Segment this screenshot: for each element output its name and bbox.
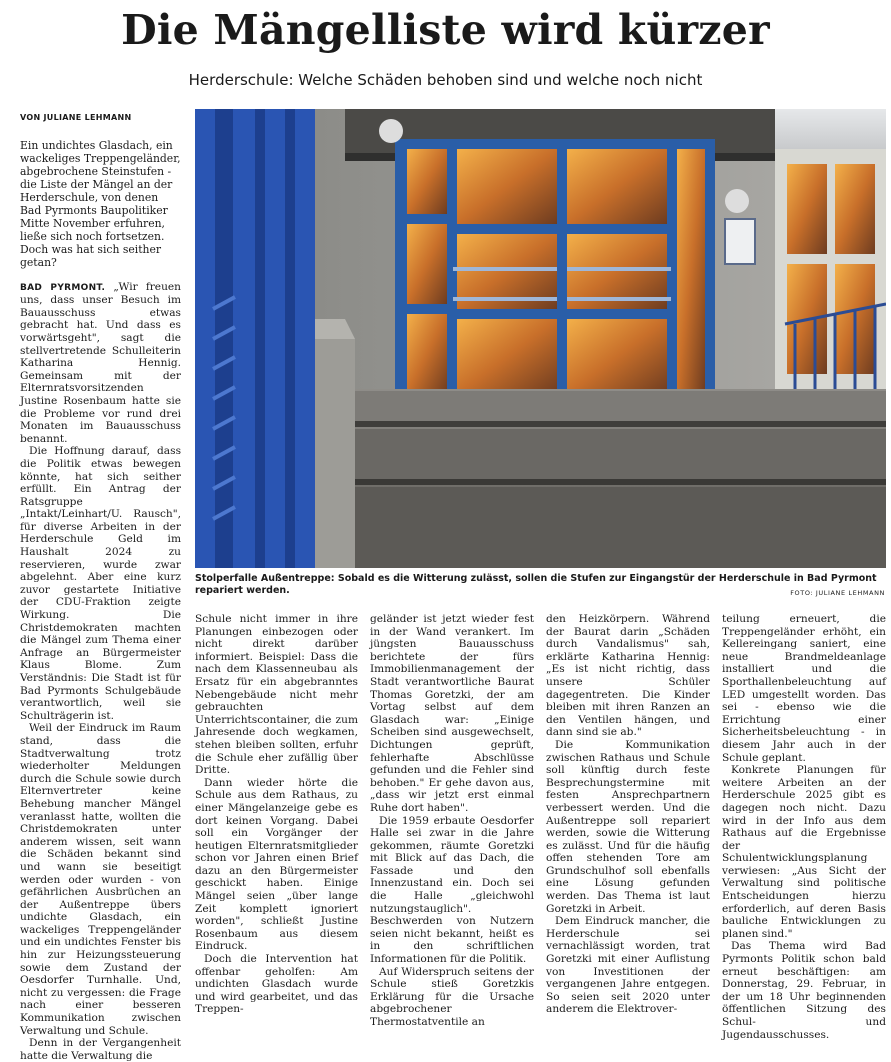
- subheadline: Herderschule: Welche Schäden behoben sind und welche noch nicht: [188, 71, 703, 89]
- dateline: BAD PYRMONT.: [20, 282, 106, 293]
- article-intro: Ein undichtes Glasdach, ein wackeliges Treppengeländer, abgebrochene Steinstufen - die Liste der Mängel an der Herderschule, von denen Bad Pyrmonts Baupolitiker Mitte November erfuhren, ließe sich noch fortsetzen. Doch was hat sich seither getan?: [20, 138, 181, 269]
- school-entrance-illustration: [195, 109, 886, 568]
- article-column-2: [195, 613, 358, 1016]
- paragraph: Dann wieder hörte die Schule aus dem Rathaus, zu einer Mängelanzeige gebe es dort keinen Vorgang. Dabei soll ein Vorgänger der heutigen Elternratsmitglieder schon vor Jahren einen Brief dazu an den Bürgermeister geschickt haben. Einige Mängel seien „über lange Zeit komplett ignoriert worden", schließt Justine Rosenbaum aus diesem Eindruck.: [195, 776, 358, 953]
- paragraph: Das Thema wird Bad Pyrmonts Politik schon bald erneut beschäftigen: am Donnerstag, 29. Februar, in der um 18 Uhr beginnenden öffentlichen Sitzung des Schul- und Jugendausschusses.: [722, 940, 886, 1041]
- photo-credit: FOTO: JULIANE LEHMANN: [790, 589, 885, 597]
- paragraph: Die Kommunikation zwischen Rathaus und Schule soll künftig durch feste Besprechungstermine mit festen Ansprechpartnern verbessert werden. Und die Außentreppe soll repariert werden, sowie die Witterung es zulässt. Und für die häufig offen stehenden Tore am Grundschulhof soll ebenfalls eine Lösung gefunden werden. Das Thema ist laut Goretzki in Arbeit.: [546, 738, 710, 915]
- paragraph: Konkrete Planungen für weitere Arbeiten an der Herderschule 2025 gibt es dagegen noch nicht. Dazu wird in der Info aus dem Rathaus auf die Ergebnisse der Schulentwicklungsplanung verwiesen: „Aus Sicht der Verwaltung sind politische Entscheidungen hierzu erforderlich, auf deren Basis bauliche Entwicklungen zu planen sind.": [722, 764, 886, 940]
- photo-caption: Stolperfalle Außentreppe: Sobald es die Witterung zulässt, sollen die Stufen zur Eingangstür der Herderschule in Bad Pyrmont repariert werden.: [195, 573, 877, 596]
- paragraph: Schule nicht immer in ihre Planungen einbezogen oder nicht direkt darüber informiert. Beispiel: Dass die nach dem Klassenneubau als Ersatz für ein abgebranntes Nebengebäude nicht mehr gebrauchten Unterrichtscontainer, die zum Jahresende doch wegkamen, stehen bleiben sollten, erfuhr die Schule eher zufällig über Dritte.: [195, 613, 358, 777]
- article-column-3: [370, 613, 534, 1029]
- article-column-1: [20, 112, 181, 1062]
- paragraph: teilung erneuert, die Treppengeländer erhöht, ein Kellereingang saniert, eine neue Brandmeldeanlage installiert und die Sporthallenbeleuchtung auf LED umgestellt worden. Das sei - ebenso wie die Errichtung einer Sicherheitsbeleuchtung - in diesem Jahr auch in der Schule geplant.: [722, 613, 886, 764]
- paragraph: Auf Widerspruch seitens der Schule stieß Goretzkis Erklärung für die Ursache abgebrochener Thermostatventile an: [370, 965, 534, 1028]
- paragraph: Die Hoffnung darauf, dass die Politik etwas bewegen könnte, hat sich seither erfüllt. Ein Antrag der Ratsgruppe „Intakt/Leinhart/U. Rausch", für diverse Arbeiten in der Herderschule Geld im Haushalt 2024 zu reservieren, wurde zwar abgelehnt. Aber eine kurz zuvor gestartete Initiative der CDU-Fraktion zeigte Wirkung. Die Christdemokraten machten die Mängel zum Thema einer Anfrage an Bürgermeister Klaus Blome. Zum Verständnis: Die Stadt ist für Bad Pyrmonts Schulgebäude verantwortlich, weil sie Schulträgerin ist.: [20, 445, 181, 722]
- paragraph: Doch die Intervention hat offenbar geholfen: Am undichten Glasdach wurde und wird gearbeitet, und das Treppen-: [195, 953, 358, 1016]
- paragraph: BAD PYRMONT. „Wir freuen uns, dass unser Besuch im Bauausschuss etwas gebracht hat. Und dass es vorwärtsgeht", sagt die stellvertretende Schulleiterin Katharina Hennig. Gemeinsam mit der Elternratsvorsitzenden Justine Rosenbaum hatte sie die Probleme vor rund drei Monaten im Bauausschuss benannt.: [20, 280, 181, 445]
- headline: Die Mängelliste wird kürzer: [121, 6, 770, 54]
- paragraph: Dem Eindruck mancher, die Herderschule sei vernachlässigt worden, trat Goretzki mit einer Auflistung von Investitionen der vergangenen Jahre entgegen. So seien seit 2020 unter anderem die Elektrover-: [546, 915, 710, 1016]
- paragraph: geländer ist jetzt wieder fest in der Wand verankert. Im jüngsten Bauausschuss berichtete der fürs Immobilienmanagement der Stadt verantwortliche Baurat Thomas Goretzki, der am Vortag selbst auf dem Glasdach war: „Einige Scheiben sind ausgewechselt, Dichtungen geprüft, fehlerhafte Abschlüsse gefunden und die Fehler sind behoben." Er gehe davon aus, „dass wir jetzt erst einmal Ruhe dort haben".: [370, 613, 534, 814]
- paragraph: den Heizkörpern. Während der Baurat darin „Schäden durch Vandalismus" sah, erklärte Katharina Hennig: „Es ist nicht richtig, dass unsere Schüler dagegentreten. Die Kinder bleiben mit ihren Ranzen an den Ventilen hängen, und dann sind sie ab.": [546, 613, 710, 739]
- byline: VON JULIANE LEHMANN: [20, 113, 132, 122]
- article-photo: [195, 109, 886, 568]
- article-column-5: [722, 613, 886, 1041]
- paragraph: Weil der Eindruck im Raum stand, dass die Stadtverwaltung trotz wiederholter Meldungen durch die Schule sowie durch Elternvertreter keine Behebung mancher Mängel veranlasst hatte, wollten die Christdemokraten unter anderem wissen, seit wann die Schäden bekannt sind und wann sie beseitigt werden oder wurden - von gefährlichen Ausbrüchen an der Außentreppe übers undichte Glasdach, ein wackeliges Treppengeländer und ein undichtes Fenster bis hin zur Heizungssteuerung sowie dem Zustand der Oesdorfer Turnhalle. Und, nicht zu vergessen: die Frage nach einer besseren Kommunikation zwischen Verwaltung und Schule.: [20, 722, 181, 1037]
- paragraph: Die 1959 erbaute Oesdorfer Halle sei zwar in die Jahre gekommen, räumte Goretzki mit Blick auf das Dach, die Fassade und den Innenzustand ein. Doch sei die Halle „gleichwohl nutzungstauglich". Beschwerden von Nutzern seien nicht bekannt, heißt es in den schriftlichen Informationen für die Politik.: [370, 814, 534, 966]
- article-column-4: [546, 613, 710, 1016]
- paragraph: Denn in der Vergangenheit hatte die Verwaltung die: [20, 1037, 181, 1062]
